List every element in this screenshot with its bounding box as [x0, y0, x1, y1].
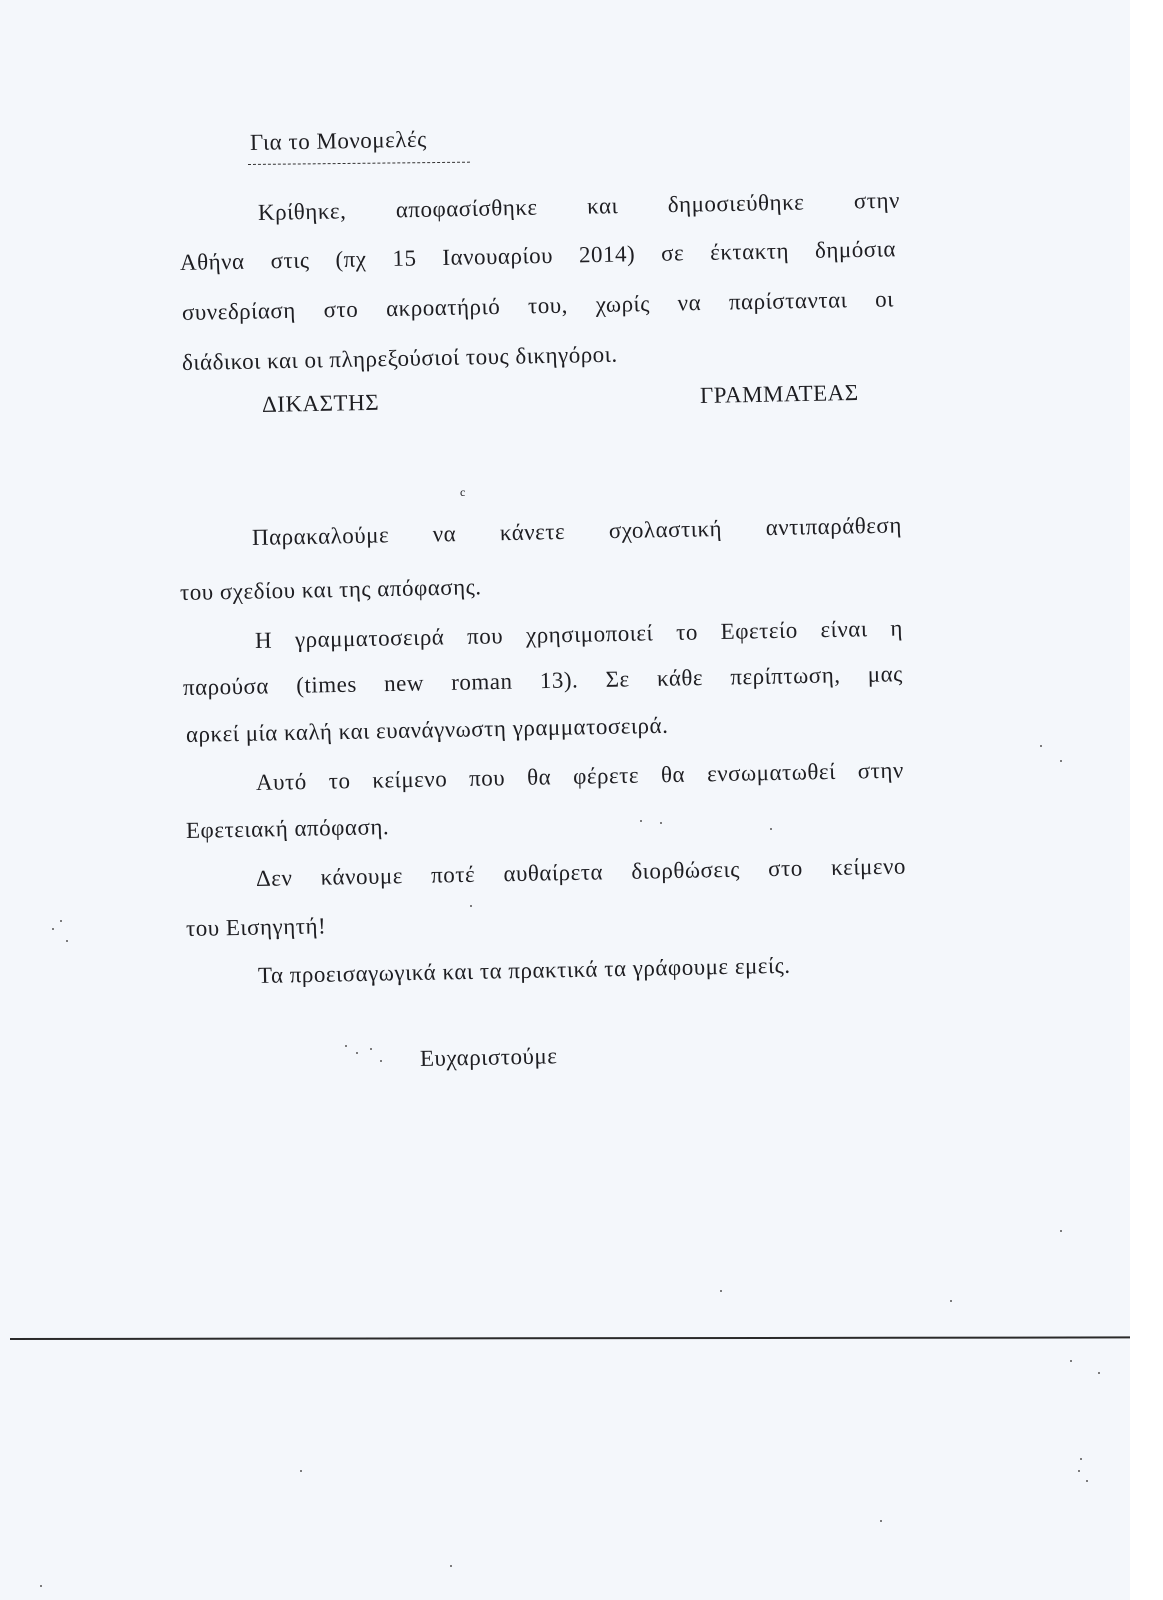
- decision-paragraph-line: [258, 188, 900, 226]
- body-paragraph-line: [183, 661, 903, 701]
- word: στο: [767, 855, 804, 882]
- word: φέρετε: [572, 762, 640, 789]
- scan-speck: [770, 828, 772, 830]
- word: διορθώσεις: [631, 856, 741, 884]
- document-heading: Για το Μονομελές: [249, 126, 427, 155]
- word: η: [890, 615, 904, 641]
- scan-speck: [1060, 1230, 1062, 1232]
- word: ακροατήριό: [385, 293, 501, 322]
- word: συνεδρίαση: [181, 297, 297, 325]
- word: κάνουμε: [320, 863, 404, 890]
- word: 2014): [578, 241, 636, 268]
- scan-speck: [470, 905, 472, 907]
- word: Ιανουαρίου: [442, 242, 554, 270]
- word: και: [586, 193, 619, 219]
- word: Αυτό: [255, 769, 307, 795]
- word: γραμματοσειρά: [294, 624, 445, 653]
- word: Σε: [605, 666, 630, 692]
- scan-speck: [60, 920, 62, 922]
- word: Αθήνα: [179, 248, 245, 275]
- body-paragraph-line: [186, 713, 669, 748]
- word: μας: [867, 661, 904, 687]
- word: έκτακτη: [709, 238, 790, 265]
- word: στην: [857, 757, 905, 784]
- word: σχολαστική: [608, 515, 723, 544]
- word: αντιπαράθεση: [765, 512, 903, 541]
- judge-signature-label: ΔΙΚΑΣΤΗΣ: [261, 389, 380, 417]
- word: δημόσια: [814, 236, 897, 263]
- scan-speck: [40, 1585, 42, 1587]
- word: οι: [874, 286, 895, 312]
- scan-speck: [370, 1048, 372, 1050]
- scan-speck: [660, 822, 662, 824]
- body-paragraph-line: [256, 758, 904, 796]
- stray-mark: c: [460, 485, 466, 499]
- word: αυθαίρετα: [503, 859, 604, 887]
- word: Κρίθηκε,: [257, 198, 347, 225]
- scan-speck: [356, 1052, 358, 1054]
- word: κείμενο: [372, 766, 448, 793]
- word: new: [383, 670, 425, 697]
- word: του,: [527, 292, 569, 319]
- body-paragraph-line: [258, 953, 791, 989]
- word: 15: [392, 245, 417, 271]
- word: που: [466, 623, 504, 649]
- word: αρκεί μία καλή και ευανάγνωστη γραμματοσειρά.: [185, 712, 669, 747]
- word: Εφετείο: [720, 617, 798, 645]
- scan-speck: [345, 1045, 347, 1047]
- word: Εφετειακή απόφαση.: [185, 814, 390, 843]
- scan-speck: [1040, 745, 1042, 747]
- scan-edge: [1130, 0, 1163, 1600]
- scan-speck: [880, 1520, 882, 1522]
- scan-speck: [640, 820, 642, 822]
- word: κάθε: [656, 665, 704, 691]
- word: Τα προεισαγωγικά και τα πρακτικά τα γράφουμε εμείς.: [257, 952, 791, 988]
- word: στην: [853, 187, 901, 214]
- word: το: [675, 619, 699, 645]
- word: αποφασίσθηκε: [395, 194, 538, 223]
- body-paragraph-line: [186, 814, 390, 844]
- word: Παρακαλούμε: [251, 522, 390, 550]
- word: θα: [526, 764, 552, 790]
- word: στο: [323, 296, 359, 323]
- scan-speck: [52, 928, 54, 930]
- word: θα: [660, 761, 686, 788]
- scan-speck: [66, 940, 68, 942]
- scan-speck: [1080, 1458, 1082, 1460]
- scan-speck: [720, 1290, 722, 1292]
- word: το: [328, 768, 351, 794]
- word: δημοσιεύθηκε: [667, 189, 805, 218]
- secretary-signature-label: ΓΡΑΜΜΑΤΕΑΣ: [699, 379, 859, 408]
- word: Η: [254, 627, 273, 653]
- scan-speck: [300, 1470, 302, 1472]
- body-paragraph-line: [256, 854, 906, 892]
- word: παρίστανται: [728, 287, 848, 315]
- decision-paragraph-line: [182, 286, 894, 326]
- word: (πχ: [335, 246, 367, 273]
- word: είναι: [820, 616, 868, 643]
- decision-paragraph-line: [182, 342, 618, 376]
- scan-speck: [450, 1565, 452, 1567]
- word: να: [677, 290, 702, 316]
- horizontal-rule: [10, 1336, 1132, 1340]
- word: στις: [270, 247, 310, 274]
- word: 13).: [539, 667, 579, 694]
- body-paragraph-line: [180, 574, 482, 606]
- closing-thanks: Ευχαριστούμε: [419, 1043, 558, 1071]
- word: διάδικοι και οι πληρεξούσιοί τους δικηγόροι.: [181, 341, 618, 375]
- word: χρησιμοποιεί: [525, 620, 654, 648]
- word: Δεν: [255, 865, 293, 891]
- body-paragraph-line: [255, 616, 903, 654]
- word: χωρίς: [595, 291, 651, 318]
- word: κάνετε: [499, 518, 566, 546]
- word: του σχεδίου και της απόφασης.: [179, 574, 482, 605]
- scan-speck: [950, 1300, 952, 1302]
- word: (times: [296, 671, 358, 698]
- scan-speck: [1078, 1470, 1080, 1472]
- word: παρούσα: [182, 673, 270, 700]
- word: περίπτωση,: [730, 662, 841, 690]
- scan-speck: [1098, 1372, 1100, 1374]
- word: κείμενο: [830, 853, 907, 880]
- word: να: [432, 521, 457, 547]
- word: ενσωματωθεί: [706, 758, 836, 787]
- scan-speck: [1060, 760, 1062, 762]
- word: σε: [660, 240, 685, 266]
- word: που: [468, 765, 506, 791]
- decision-paragraph-line: [180, 236, 896, 276]
- scan-speck: [1086, 1480, 1088, 1482]
- word: roman: [450, 668, 513, 695]
- scan-speck: [1070, 1360, 1072, 1362]
- word: ποτέ: [430, 861, 476, 888]
- word: του Εισηγητή!: [185, 913, 327, 941]
- scan-speck: [380, 1060, 382, 1062]
- body-paragraph-line: [186, 913, 327, 942]
- heading-dashed-underline: [248, 162, 470, 165]
- body-paragraph-line: [252, 513, 902, 551]
